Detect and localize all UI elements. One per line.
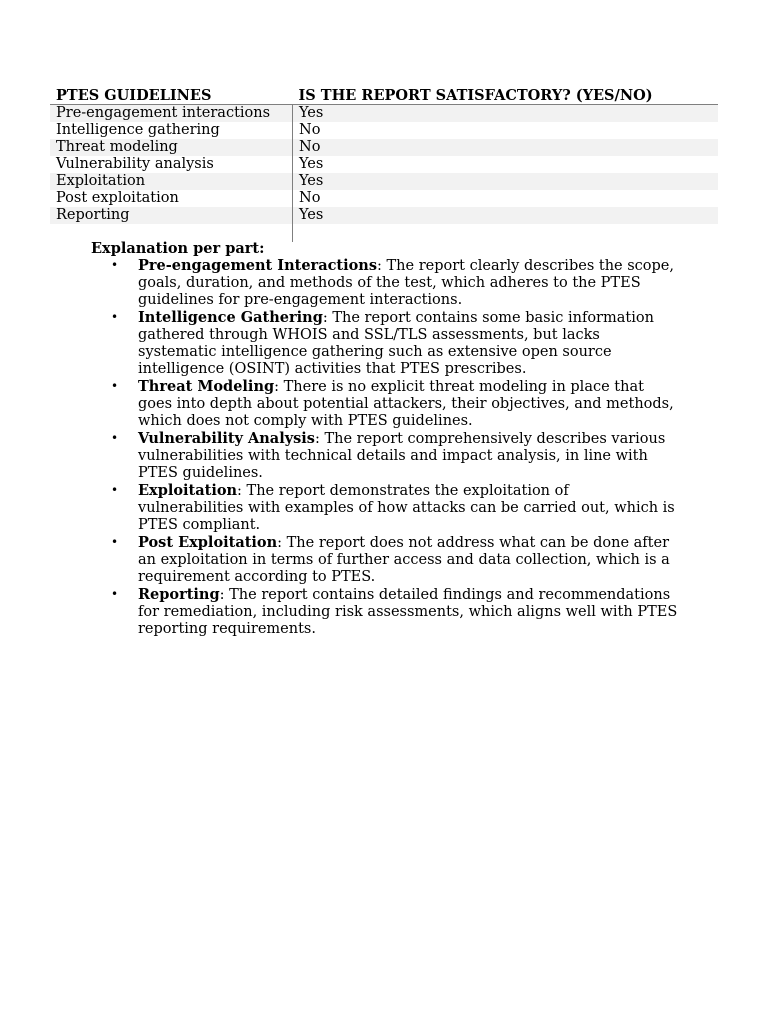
table-header-row xyxy=(50,86,718,105)
list-item xyxy=(91,534,678,586)
explanation-heading: Explanation per part: xyxy=(91,240,265,257)
bullet-icon: • xyxy=(111,310,119,324)
bullet-icon: • xyxy=(111,587,119,601)
table-row xyxy=(50,139,718,156)
explanation-list xyxy=(91,257,691,638)
item-term: Intelligence Gathering xyxy=(138,309,323,326)
answer-cell: Yes xyxy=(293,105,719,123)
table-row xyxy=(50,190,718,207)
item-term: Threat Modeling xyxy=(138,378,275,395)
answer-cell: No xyxy=(299,190,321,206)
guideline-cell: Post exploitation xyxy=(50,190,293,207)
explanation-section xyxy=(91,240,691,638)
answer-cell: No xyxy=(293,139,719,156)
answer-cell: Yes xyxy=(293,173,719,190)
list-item xyxy=(91,430,678,482)
item-term: Reporting xyxy=(138,586,220,603)
item-text: : The report contains some basic information gathered through WHOIS and SSL/TLS assessments, but lacks systematic intelligence gathering such as extensive open source intelligence (OSINT) activities that PTES prescribes. xyxy=(138,310,654,377)
table-row xyxy=(50,105,718,123)
item-text: : The report clearly describes the scope, goals, duration, and methods of the test, which adheres to the PTES guidelines for pre-engagement interactions. xyxy=(138,258,674,308)
item-text: : The report does not address what can be done after an exploitation in terms of further access and data collection, which is a requirement according to PTES. xyxy=(138,535,670,585)
guideline-cell: Reporting xyxy=(50,207,293,224)
guideline-cell: Exploitation xyxy=(50,173,293,190)
guideline-cell: Intelligence gathering xyxy=(50,122,293,139)
item-text: : There is no explicit threat modeling in place that goes into depth about potential attackers, their objectives, and methods, which does not comply with PTES guidelines. xyxy=(138,379,674,429)
table-row xyxy=(50,156,718,173)
guideline-cell: Vulnerability analysis xyxy=(50,156,293,173)
column-header-guidelines: PTES GUIDELINES xyxy=(50,86,293,105)
item-text: : The report comprehensively describes various vulnerabilities with technical details and impact analysis, in line with PTES guidelines. xyxy=(138,431,666,481)
column-header-satisfactory: IS THE REPORT SATISFACTORY? (YES/NO) xyxy=(293,86,719,105)
table-row xyxy=(50,173,718,190)
answer-cell: Yes xyxy=(293,207,719,224)
item-term: Post Exploitation xyxy=(138,534,278,551)
table-row xyxy=(50,207,718,224)
bullet-icon: • xyxy=(111,258,119,272)
list-item xyxy=(91,586,678,638)
item-term: Exploitation xyxy=(138,482,238,499)
bullet-icon: • xyxy=(111,483,119,497)
item-text: : The report demonstrates the exploitation of vulnerabilities with examples of how attacks can be carried out, which is PTES compliant. xyxy=(138,483,675,533)
item-text: : The report contains detailed findings and recommendations for remediation, including risk assessments, which aligns well with PTES reporting requirements. xyxy=(138,587,678,637)
answer-cell: Yes xyxy=(299,156,324,172)
table-row xyxy=(50,122,718,139)
list-item xyxy=(91,257,678,309)
item-term: Vulnerability Analysis xyxy=(138,430,315,447)
bullet-icon: • xyxy=(111,535,119,549)
bullet-icon: • xyxy=(111,379,119,393)
answer-cell: No xyxy=(299,122,321,138)
bullet-icon: • xyxy=(111,431,119,445)
list-item xyxy=(91,482,678,534)
item-term: Pre-engagement Interactions xyxy=(138,257,378,274)
guideline-cell: Threat modeling xyxy=(50,139,293,156)
ptes-evaluation-table xyxy=(50,86,718,242)
guideline-cell: Pre-engagement interactions xyxy=(50,105,293,123)
list-item xyxy=(91,309,678,378)
list-item xyxy=(91,378,678,430)
